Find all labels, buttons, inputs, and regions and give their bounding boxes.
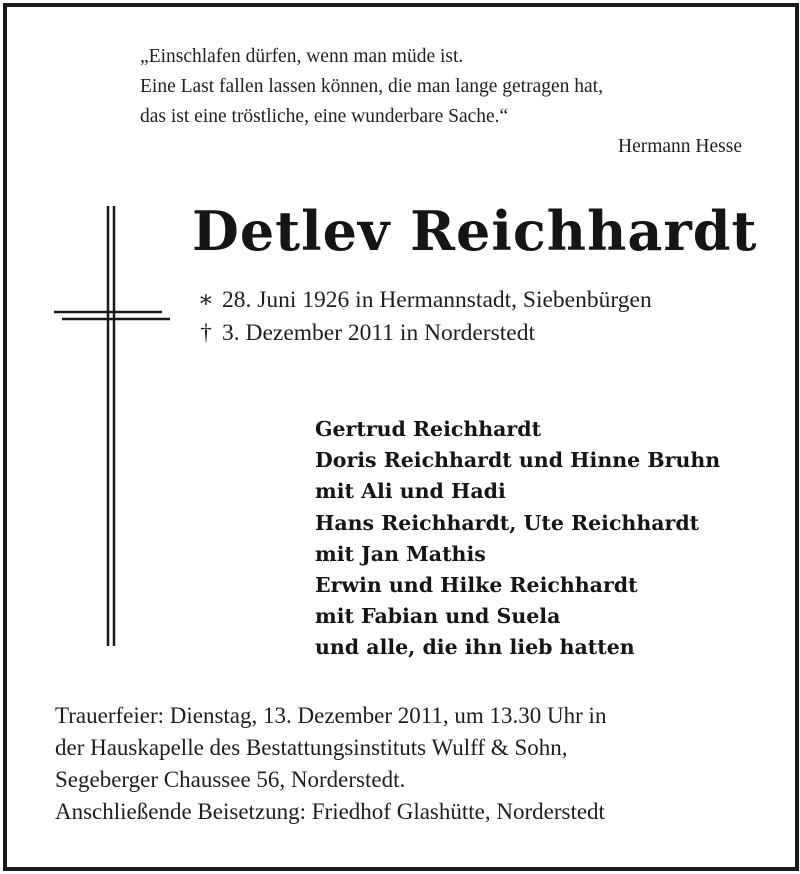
mourner-line: Doris Reichhardt und Hinne Bruhn	[315, 448, 721, 473]
deceased-name: Detlev Reichhardt	[192, 199, 758, 263]
mourner-line: Hans Reichhardt, Ute Reichhardt	[315, 510, 700, 535]
funeral-detail-line: der Hauskapelle des Bestattungsinstituts Wulff & Sohn,	[55, 735, 568, 760]
quote-line: das ist eine tröstliche, eine wunderbare Sache.“	[140, 106, 509, 127]
life-dates	[194, 284, 754, 350]
mourner-line: mit Jan Mathis	[315, 541, 486, 566]
quote-author: Hermann Hesse	[618, 136, 742, 157]
funeral-details	[55, 700, 775, 828]
death-line	[194, 317, 754, 350]
birth-date: 28. Juni 1926 in Hermannstadt, Siebenbürgen	[222, 287, 652, 313]
mourner-line: Gertrud Reichhardt	[315, 417, 542, 441]
cross-icon	[52, 206, 170, 646]
funeral-detail-line: Anschließende Beisetzung: Friedhof Glashütte, Norderstedt	[55, 799, 605, 824]
funeral-detail-line: Segeberger Chaussee 56, Norderstedt.	[55, 767, 406, 792]
quote-line: Eine Last fallen lassen können, die man lange getragen hat,	[140, 76, 603, 97]
mourner-line: und alle, die ihn lieb hatten	[315, 635, 635, 660]
birth-line	[194, 284, 754, 317]
quote-line: „Einschlafen dürfen, wenn man müde ist.	[140, 46, 464, 67]
death-date: 3. Dezember 2011 in Norderstedt	[222, 320, 536, 346]
mourner-line: mit Ali und Hadi	[315, 479, 506, 504]
mourners-list	[315, 414, 775, 664]
birth-star-icon: ∗	[198, 287, 214, 313]
funeral-detail-line: Trauerfeier: Dienstag, 13. Dezember 2011, um 13.30 Uhr in	[55, 703, 607, 728]
mourner-line: mit Fabian und Suela	[315, 604, 561, 629]
death-dagger-icon: †	[200, 320, 212, 346]
mourner-line: Erwin und Hilke Reichhardt	[315, 573, 638, 598]
epigraph-quote	[140, 42, 746, 162]
